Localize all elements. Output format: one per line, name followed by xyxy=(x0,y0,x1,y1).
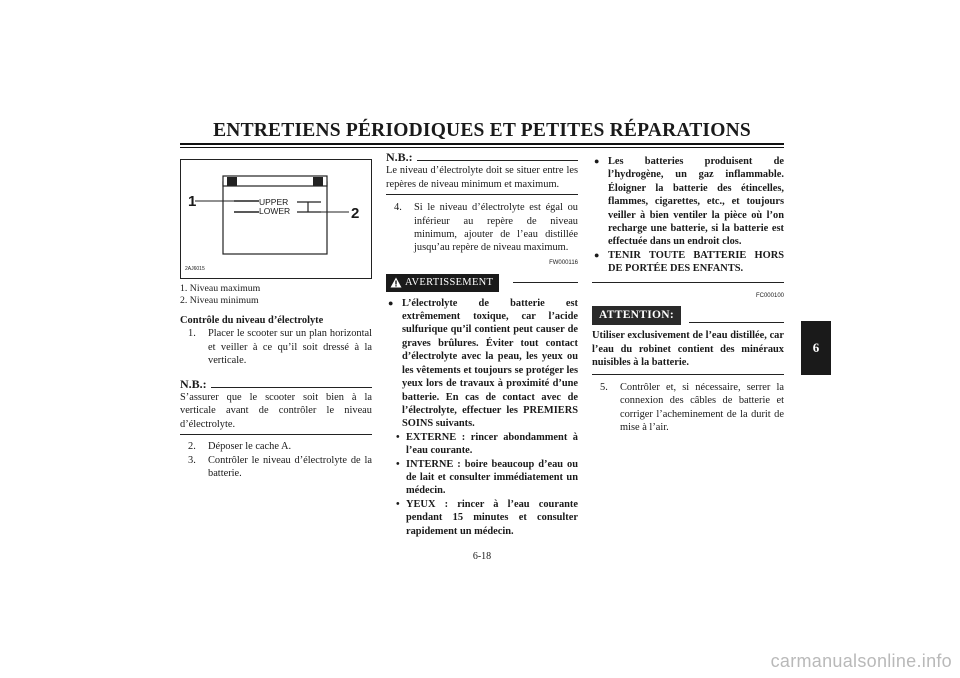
reference-code: FW000116 xyxy=(549,259,578,266)
step-text: Si le niveau d’électrolyte est égal ou inférieur au repère de niveau minimum, ajouter de l’eau distillée jusqu’au repère de niveau maximum. xyxy=(414,202,578,254)
step-text: Déposer le cache A. xyxy=(208,441,292,453)
column-3 xyxy=(592,155,784,434)
step-text: Contrôler le niveau d’électrolyte de la batterie. xyxy=(208,454,372,480)
first-aid-item: • EXTERNE : rincer abondamment à l’eau courante. xyxy=(396,431,578,457)
figure-code: 2AJ6015 xyxy=(185,266,205,272)
warning-bullet xyxy=(592,249,784,276)
step-text: Placer le scooter sur un plan horizontal et veiller à ce qu’il soit dressé à la verticale. xyxy=(208,328,372,367)
warning-badge xyxy=(386,274,499,291)
page-title: ENTRETIENS PÉRIODIQUES ET PETITES RÉPARATIONS xyxy=(213,120,751,141)
step-item xyxy=(180,454,372,481)
nb-heading xyxy=(180,378,372,391)
step-item xyxy=(180,440,372,453)
step-number: 3. xyxy=(188,454,196,466)
warning-bullet xyxy=(386,297,578,431)
nb-rule xyxy=(386,194,578,195)
bullet-icon: ● xyxy=(594,156,600,166)
reference-code: FC000100 xyxy=(755,292,784,299)
column-2 xyxy=(386,151,578,538)
legend-item: 2. Niveau minimum xyxy=(180,295,259,306)
warning-triangle-icon xyxy=(390,277,402,288)
header-rule xyxy=(180,143,784,145)
column-1 xyxy=(180,283,372,480)
nb-heading xyxy=(386,151,578,164)
warning-text: Les batteries produisent de l’hydrogène, un gaz inflammable. Éloigner la batterie des étincelles, flammes, cigarettes, etc., et toujours veiller à bien ventiler la pièce où l’on recharge une batterie, si la batterie est effectuée dans un endroit clos. xyxy=(608,156,784,248)
step-item xyxy=(592,381,784,435)
attention-end-rule xyxy=(592,374,784,375)
step-number: 4. xyxy=(394,202,402,214)
warning-text: TENIR TOUTE BATTERIE HORS DE PORTÉE DES ENFANTS. xyxy=(608,249,784,275)
nb-label: N.B.: xyxy=(180,376,207,391)
watermark[interactable]: carmanualsonline.info xyxy=(770,651,952,671)
step-number: 1. xyxy=(188,328,196,340)
battery-figure xyxy=(180,159,372,279)
page-number: 6-18 xyxy=(472,551,492,562)
callout-2: 2 xyxy=(351,205,360,222)
bullet-icon: ● xyxy=(388,297,394,308)
battery-illustration xyxy=(181,160,371,278)
first-aid-item: • INTERNE : boire beaucoup d’eau ou de lait et consulter immédiatement un médecin. xyxy=(396,458,578,497)
nb-label: N.B.: xyxy=(386,150,413,164)
bullet-icon: ● xyxy=(594,249,600,260)
nb-text: Le niveau d’électrolyte doit se situer entre les repères de niveau minimum et maximum. xyxy=(386,165,578,190)
step-number: 2. xyxy=(188,441,196,453)
warning-text: L’électrolyte de batterie est extrêmement toxique, car l’acide sulfurique qu’il contient peut causer de graves brûlures. Éviter tout contact d’électrolyte avec la peau, les yeux ou les vêtements et toujours se protéger les yeux lors de travaux à proximité d’une batterie. En cas de contact avec de l’électrolyte, effectuer les PREMIERS SOINS suivants. xyxy=(402,297,578,430)
attention-text: Utiliser exclusivement de l’eau distillée, car l’eau du robinet contient des minéraux nuisibles à la batterie. xyxy=(592,330,784,369)
chapter-tab[interactable]: 6 xyxy=(801,321,831,375)
legend-item: 1. Niveau maximum xyxy=(180,283,261,294)
attention-heading xyxy=(592,306,784,325)
step-number: 5. xyxy=(600,381,608,393)
level-labels xyxy=(259,198,290,216)
step-item xyxy=(180,327,372,367)
callout-1: 1 xyxy=(188,193,197,210)
lower-label: LOWER xyxy=(259,206,291,216)
header-rule-thin xyxy=(180,147,784,148)
warning-bullet xyxy=(592,155,784,249)
warning-end-rule xyxy=(592,282,784,283)
warning-heading xyxy=(386,274,578,291)
section-heading: Contrôle du niveau d’électrolyte xyxy=(180,315,324,326)
nb-rule xyxy=(180,434,372,435)
warning-label: AVERTISSEMENT xyxy=(405,277,494,289)
step-text: Contrôler et, si nécessaire, serrer la connexion des câbles de batterie et corriger l’acheminement de la durit de mise à l’air. xyxy=(620,381,784,433)
first-aid-item: • YEUX : rincer à l’eau courante pendant 15 minutes et consulter rapidement un médecin. xyxy=(396,498,578,537)
attention-badge: ATTENTION: xyxy=(592,306,681,325)
step-item xyxy=(386,201,578,255)
upper-label: UPPER xyxy=(259,197,289,207)
nb-text: S’assurer que le scooter soit bien à la verticale avant de contrôler le niveau d’électrolyte. xyxy=(180,392,372,430)
